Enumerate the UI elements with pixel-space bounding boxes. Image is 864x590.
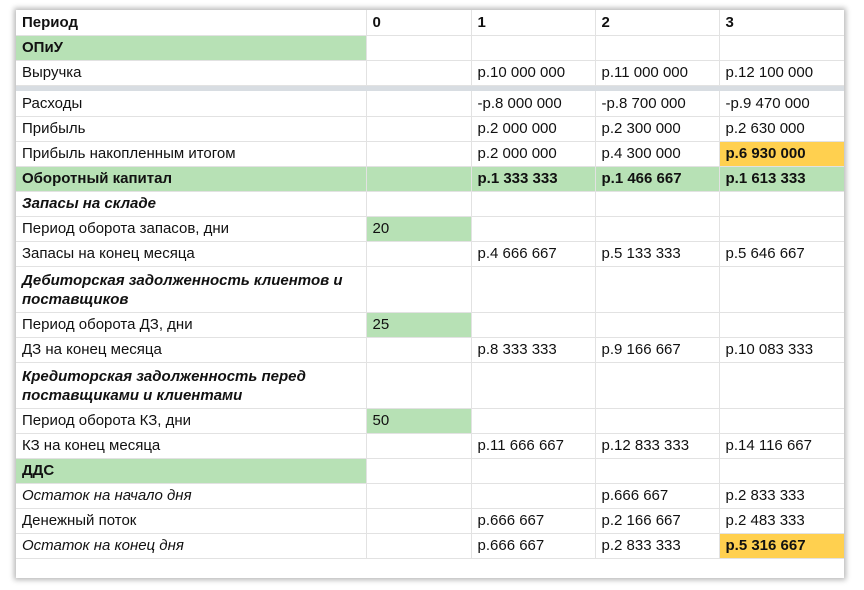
row-label[interactable]: Период оборота запасов, дни bbox=[16, 216, 366, 241]
cell[interactable] bbox=[366, 533, 471, 558]
cell[interactable] bbox=[471, 362, 595, 408]
cell[interactable]: р.1 466 667 bbox=[595, 166, 719, 191]
cell[interactable]: р.10 000 000 bbox=[471, 60, 595, 85]
cell[interactable] bbox=[719, 362, 844, 408]
table-row-cash-end bbox=[16, 533, 844, 558]
input-cell[interactable]: 20 bbox=[366, 216, 471, 241]
header-row bbox=[16, 10, 844, 35]
cell[interactable]: р.2 630 000 bbox=[719, 116, 844, 141]
cell[interactable] bbox=[366, 141, 471, 166]
row-label[interactable]: Остаток на начало дня bbox=[16, 483, 366, 508]
cell[interactable]: р.11 000 000 bbox=[595, 60, 719, 85]
row-label[interactable]: Период оборота КЗ, дни bbox=[16, 408, 366, 433]
cell[interactable]: р.1 613 333 bbox=[719, 166, 844, 191]
cell[interactable] bbox=[366, 433, 471, 458]
subsection-label-inventory[interactable]: Запасы на складе bbox=[16, 191, 366, 216]
cell[interactable] bbox=[366, 116, 471, 141]
cell[interactable] bbox=[366, 483, 471, 508]
cell[interactable] bbox=[366, 362, 471, 408]
header-period[interactable]: Период bbox=[16, 10, 366, 35]
section-label-opiu[interactable]: ОПиУ bbox=[16, 35, 366, 60]
row-label[interactable]: Выручка bbox=[16, 60, 366, 85]
cell[interactable] bbox=[595, 191, 719, 216]
cell[interactable] bbox=[595, 362, 719, 408]
table-row-cash-start bbox=[16, 483, 844, 508]
row-label[interactable]: Период оборота ДЗ, дни bbox=[16, 312, 366, 337]
cell[interactable]: р.10 083 333 bbox=[719, 337, 844, 362]
cell[interactable] bbox=[471, 266, 595, 312]
cell[interactable]: р.2 833 333 bbox=[719, 483, 844, 508]
cell[interactable] bbox=[366, 508, 471, 533]
spreadsheet bbox=[16, 10, 844, 578]
cell[interactable]: -р.8 700 000 bbox=[595, 91, 719, 116]
cell[interactable] bbox=[719, 312, 844, 337]
header-col-1[interactable]: 1 bbox=[471, 10, 595, 35]
row-label[interactable]: Прибыль bbox=[16, 116, 366, 141]
cell[interactable] bbox=[366, 35, 471, 60]
cell[interactable] bbox=[719, 458, 844, 483]
cell[interactable] bbox=[595, 458, 719, 483]
cell[interactable] bbox=[366, 266, 471, 312]
cell[interactable] bbox=[366, 241, 471, 266]
row-label[interactable]: КЗ на конец месяца bbox=[16, 433, 366, 458]
input-cell[interactable]: 50 bbox=[366, 408, 471, 433]
cell[interactable] bbox=[471, 216, 595, 241]
highlighted-cell[interactable]: р.5 316 667 bbox=[719, 533, 844, 558]
header-col-3[interactable]: 3 bbox=[719, 10, 844, 35]
table-row-expenses bbox=[16, 91, 844, 116]
table-row-profit-cumulative bbox=[16, 141, 844, 166]
cell[interactable]: р.12 100 000 bbox=[719, 60, 844, 85]
cell[interactable] bbox=[719, 408, 844, 433]
cell[interactable] bbox=[471, 35, 595, 60]
cell[interactable]: р.2 300 000 bbox=[595, 116, 719, 141]
highlighted-cell[interactable]: р.6 930 000 bbox=[719, 141, 844, 166]
cell[interactable]: -р.9 470 000 bbox=[719, 91, 844, 116]
cell[interactable] bbox=[366, 191, 471, 216]
cell[interactable]: р.2 000 000 bbox=[471, 141, 595, 166]
table-row-payables-end bbox=[16, 433, 844, 458]
input-cell[interactable]: 25 bbox=[366, 312, 471, 337]
cell[interactable] bbox=[719, 191, 844, 216]
subsection-row-receivables bbox=[16, 266, 844, 312]
cell[interactable]: р.11 666 667 bbox=[471, 433, 595, 458]
header-col-0[interactable]: 0 bbox=[366, 10, 471, 35]
subsection-label-receivables[interactable]: Дебиторская задолженность клиентов и поставщиков bbox=[16, 266, 366, 312]
table-row-inventory-period bbox=[16, 216, 844, 241]
row-label[interactable]: Расходы bbox=[16, 91, 366, 116]
cell[interactable]: р.666 667 bbox=[471, 533, 595, 558]
row-label[interactable]: Прибыль накопленным итогом bbox=[16, 141, 366, 166]
cell[interactable]: р.12 833 333 bbox=[595, 433, 719, 458]
cell[interactable] bbox=[366, 91, 471, 116]
cell[interactable] bbox=[366, 458, 471, 483]
row-label[interactable]: Денежный поток bbox=[16, 508, 366, 533]
cell[interactable]: р.5 133 333 bbox=[595, 241, 719, 266]
cell[interactable] bbox=[366, 60, 471, 85]
cell[interactable] bbox=[595, 216, 719, 241]
cell[interactable] bbox=[719, 35, 844, 60]
cell[interactable]: р.666 667 bbox=[471, 508, 595, 533]
section-label-working-capital[interactable]: Оборотный капитал bbox=[16, 166, 366, 191]
cell[interactable] bbox=[719, 266, 844, 312]
cell[interactable]: р.8 333 333 bbox=[471, 337, 595, 362]
cell[interactable]: р.2 483 333 bbox=[719, 508, 844, 533]
cell[interactable] bbox=[595, 312, 719, 337]
cell[interactable] bbox=[471, 483, 595, 508]
row-label[interactable]: Запасы на конец месяца bbox=[16, 241, 366, 266]
cell[interactable] bbox=[719, 216, 844, 241]
cell[interactable]: р.5 646 667 bbox=[719, 241, 844, 266]
cell[interactable]: р.9 166 667 bbox=[595, 337, 719, 362]
row-label[interactable]: Остаток на конец дня bbox=[16, 533, 366, 558]
cell[interactable] bbox=[595, 266, 719, 312]
cell[interactable]: р.666 667 bbox=[595, 483, 719, 508]
cell[interactable]: р.14 116 667 bbox=[719, 433, 844, 458]
cell[interactable] bbox=[366, 337, 471, 362]
financial-model-table bbox=[16, 10, 844, 559]
cell[interactable] bbox=[595, 408, 719, 433]
section-row-opiu bbox=[16, 35, 844, 60]
table-row-inventory-end bbox=[16, 241, 844, 266]
section-label-dds[interactable]: ДДС bbox=[16, 458, 366, 483]
cell[interactable] bbox=[595, 35, 719, 60]
table-row-payables-period bbox=[16, 408, 844, 433]
cell[interactable] bbox=[471, 312, 595, 337]
table-row-receivables-period bbox=[16, 312, 844, 337]
cell[interactable]: р.4 666 667 bbox=[471, 241, 595, 266]
subsection-label-payables[interactable]: Кредиторская задолженность перед поставщиками и клиентами bbox=[16, 362, 366, 408]
cell[interactable]: р.2 833 333 bbox=[595, 533, 719, 558]
subsection-row-payables bbox=[16, 362, 844, 408]
cell[interactable] bbox=[471, 191, 595, 216]
cell[interactable]: р.1 333 333 bbox=[471, 166, 595, 191]
section-row-working-capital bbox=[16, 166, 844, 191]
cell[interactable] bbox=[471, 408, 595, 433]
row-label[interactable]: ДЗ на конец месяца bbox=[16, 337, 366, 362]
section-row-dds bbox=[16, 458, 844, 483]
table-row-cash-flow bbox=[16, 508, 844, 533]
subsection-row-inventory bbox=[16, 191, 844, 216]
table-row-revenue bbox=[16, 60, 844, 85]
cell[interactable] bbox=[366, 166, 471, 191]
table-row-profit bbox=[16, 116, 844, 141]
table-row-receivables-end bbox=[16, 337, 844, 362]
cell[interactable]: -р.8 000 000 bbox=[471, 91, 595, 116]
cell[interactable]: р.4 300 000 bbox=[595, 141, 719, 166]
cell[interactable] bbox=[471, 458, 595, 483]
cell[interactable]: р.2 166 667 bbox=[595, 508, 719, 533]
cell[interactable]: р.2 000 000 bbox=[471, 116, 595, 141]
header-col-2[interactable]: 2 bbox=[595, 10, 719, 35]
